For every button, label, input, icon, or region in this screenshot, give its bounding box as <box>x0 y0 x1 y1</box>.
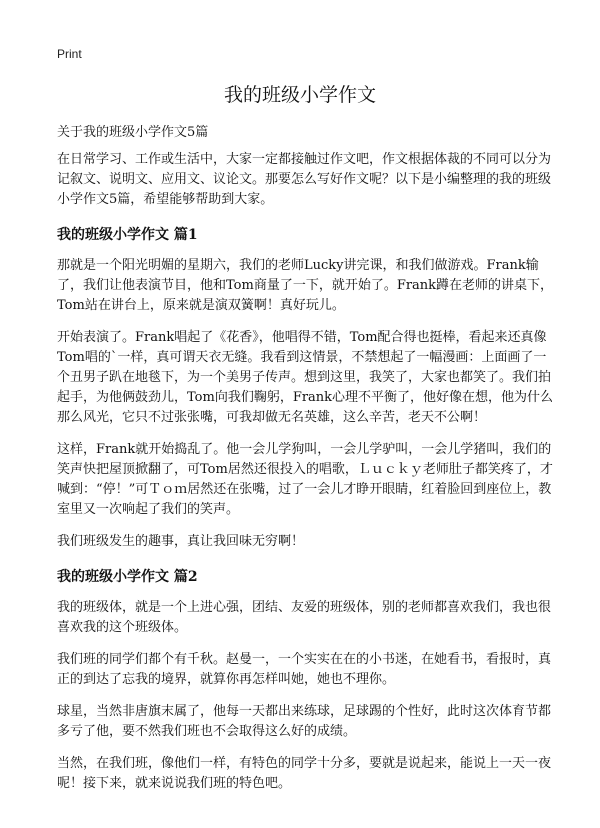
paragraph: 球星，当然非唐旗末属了，他每一天都出来练球，足球踢的个性好，此时这次体育节都多亏了他，要不然我们班也不会取得这么好的成绩。 <box>57 704 552 739</box>
article-body <box>57 150 556 806</box>
page-title: 我的班级小学作文 <box>223 84 376 106</box>
intro-paragraph: 在日常学习、工作或生活中，大家一定都接触过作文吧，作文根据体裁的不同可以分为记叙文、说明文、应用文、议论文。那要怎么写好作文呢？以下是小编整理的我的班级小学作文5篇，希望能够帮助到大家。 <box>57 152 552 207</box>
print-link[interactable]: Print <box>57 47 82 61</box>
paragraph: 我的班级体，就是一个上进心强，团结、友爱的班级体，别的老师都喜欢我们，我也很喜欢我的这个班级体。 <box>57 600 552 635</box>
paragraph: 开始表演了。Frank唱起了《花香》，他唱得不错，Tom配合得也挺棒，看起来还真像Tom唱的`一样，真可谓天衣无缝。我看到这情景，不禁想起了一幅漫画：上面画了一个丑男子趴在地毯下，为一个美男子传声。想到这里，我笑了，大家也都笑了。我们拍起手，为他俩鼓劲儿，Tom向我们鞠躬，Frank心理不平衡了，他好像在想，他为什么那么风光，它只不过张张嘴，可我却做无名英雄，这么辛苦，老天不公啊！ <box>57 330 554 425</box>
page-subtitle: 关于我的班级小学作文5篇 <box>57 125 209 140</box>
section-1 <box>57 224 556 552</box>
section-heading: 我的班级小学作文 篇1 <box>57 227 198 243</box>
paragraph: 我们班的同学们都个有千秋。赵曼一，一个实实在在的小书迷，在她看书，看报时，真正的到达了忘我的境界，就算你再怎样叫她，她也不理你。 <box>57 652 552 687</box>
section-heading: 我的班级小学作文 篇2 <box>57 569 198 585</box>
paragraph: 当然，在我们班，像他们一样，有特色的同学十分多，要就是说起来，能说上一天一夜呢！接下来，就来说说我们班的特色吧。 <box>57 756 552 791</box>
paragraph: 这样，Frank就开始捣乱了。他一会儿学狗叫，一会儿学驴叫，一会儿学猪叫，我们的笑声快把屋顶掀翻了，可Tom居然还很投入的唱歌，Ｌｕｃｋｙ老师肚子都笑疼了，才喊到：“停！”可Ｔｏｍ居然还在张嘴，过了一会儿才睁开眼睛，红着脸回到座位上，教室里又一次响起了我们的笑声。 <box>57 442 553 517</box>
paragraph: 那就是一个阳光明媚的星期六，我们的老师Lucky讲完课，和我们做游戏。Frank输了，我们让他表演节目，他和Tom商量了一下，就开始了。Frank蹲在老师的讲桌下，Tom站在讲台上，原来就是演双簧啊！真好玩儿。 <box>57 258 554 313</box>
section-2 <box>57 566 556 794</box>
paragraph: 我们班级发生的趣事，真让我回味无穷啊！ <box>57 534 305 549</box>
